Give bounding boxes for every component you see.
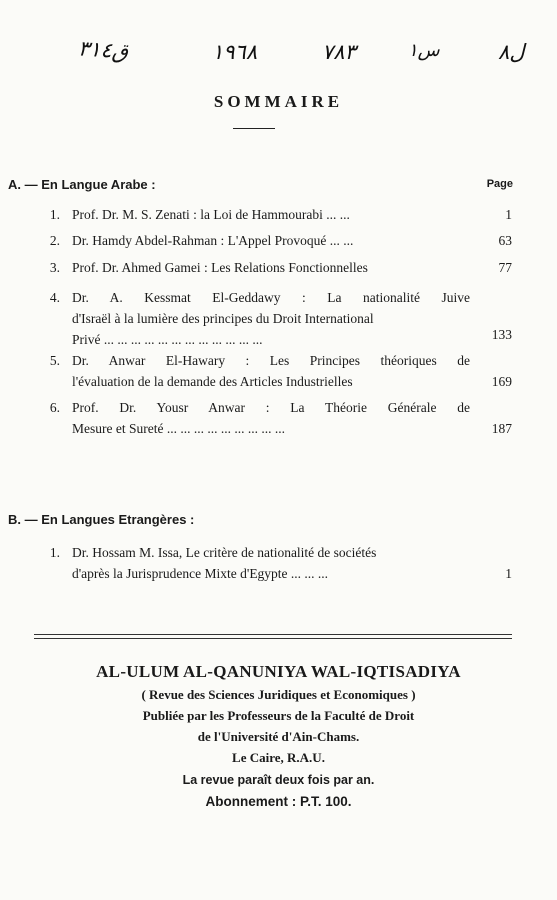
section-a-heading: A. — En Langue Arabe : [8,177,156,192]
page-title: SOMMAIRE [213,92,344,111]
entry-title-line: Dr. Anwar El-Hawary : Les Principes théoriques de [72,353,470,368]
entry-title-line: Mesure et Sureté ... ... ... ... ... ... ... ... ... [72,421,285,436]
entry-title-line: Prof. Dr. Yousr Anwar : La Théorie Générale de [72,400,470,415]
toc-entry [40,350,512,392]
publisher-line-1: Publiée par les Professeurs de la Faculté de Droit [142,708,415,723]
toc-entry [40,287,512,350]
entry-title: Prof. Dr. M. S. Zenati : la Loi de Hammourabi ... ... [72,207,350,222]
entry-page: 187 [491,421,512,436]
handwritten-note-2: ١٩٦٨ [212,40,258,64]
page-column-header: Page [486,178,513,190]
separator-rule [34,634,512,635]
entry-page: 1 [505,207,512,222]
entry-number: 1. [49,207,60,222]
entry-title: Prof. Dr. Ahmed Gamei : Les Relations Fonctionnelles [72,260,368,275]
separator-rule [34,638,512,639]
toc-entry [40,230,512,251]
entry-page: 133 [491,327,512,342]
section-b-heading: B. — En Langues Etrangères : [8,512,195,527]
entry-page: 77 [498,260,512,275]
entry-number: 2. [49,233,60,248]
entry-title-line: l'évaluation de la demande des Articles Industrielles [72,374,353,389]
toc-entry [40,542,512,584]
entry-number: 3. [49,260,60,275]
title-underline [233,128,275,129]
toc-entry [40,397,512,439]
toc-entry [40,204,512,225]
entry-title-line: Privé ... ... ... ... ... ... ... ... ... ... ... ... [72,332,263,347]
entry-title-line: d'Israël à la lumière des principes du Droit International [72,311,374,326]
toc-entry [40,257,512,278]
journal-subtitle: ( Revue des Sciences Juridiques et Economiques ) [141,687,416,702]
handwritten-note-5: ل٨ [498,40,525,64]
subscription-price: Abonnement : P.T. 100. [205,794,352,809]
entry-number: 5. [49,353,60,368]
handwritten-note-4: س١ [408,40,440,61]
entry-page: 1 [505,566,512,581]
entry-page: 63 [498,233,512,248]
entry-page: 169 [491,374,512,389]
entry-title-line: Dr. Hossam M. Issa, Le critère de nationalité de sociétés [72,545,377,560]
entry-number: 4. [49,290,60,305]
entry-number: 6. [49,400,60,415]
publication-frequency: La revue paraît deux fois par an. [182,773,375,787]
journal-name: AL-ULUM AL-QANUNIYA WAL-IQTISADIYA [96,662,461,681]
handwritten-note-3: ٧٨٣ [322,40,356,64]
entry-title-line: Dr. A. Kessmat El-Geddawy : La nationalité Juive [72,290,470,305]
publication-place: Le Caire, R.A.U. [232,750,325,765]
entry-number: 1. [49,545,60,560]
entry-title-line: d'après la Jurisprudence Mixte d'Egypte ... ... ... [72,566,329,581]
entry-title: Dr. Hamdy Abdel-Rahman : L'Appel Provoqué ... ... [72,233,354,248]
handwritten-note-1: ق٣١٤ [77,36,129,64]
journal-masthead [0,660,557,813]
publisher-line-2: de l'Université d'Ain-Chams. [197,729,360,744]
